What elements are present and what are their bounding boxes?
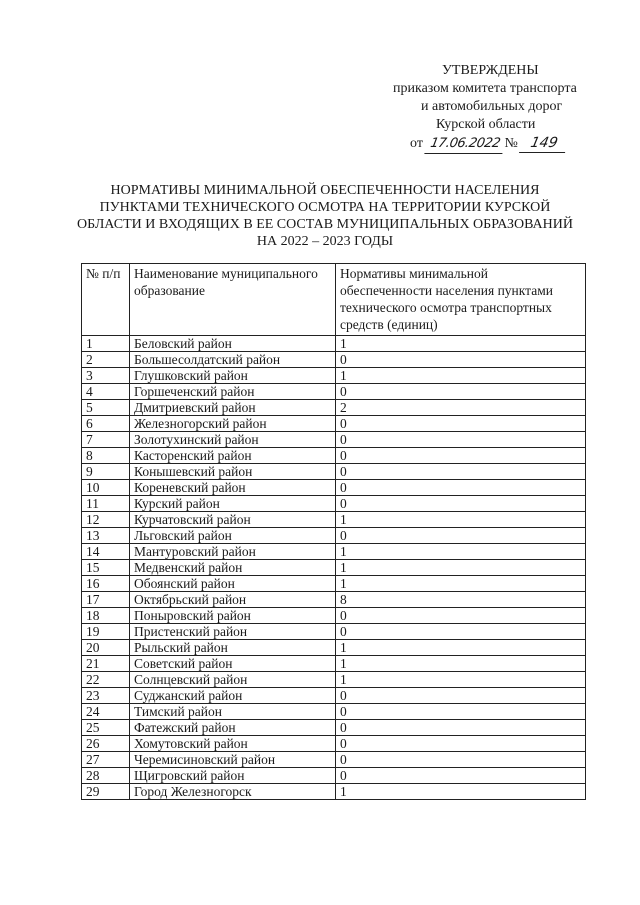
table-row [82, 416, 586, 432]
norm-value: 0 [336, 464, 586, 480]
norm-value: 0 [336, 688, 586, 704]
municipality-name: Хомутовский район [130, 736, 336, 752]
row-number: 4 [82, 384, 130, 400]
handwritten-order-number: 149 [519, 134, 569, 153]
table-row [82, 464, 586, 480]
row-number: 29 [82, 784, 130, 800]
norm-value: 1 [336, 784, 586, 800]
table-header-row [82, 264, 586, 336]
row-number: 19 [82, 624, 130, 640]
row-number: 14 [82, 544, 130, 560]
municipality-name: Горшеченский район [130, 384, 336, 400]
table-row [82, 640, 586, 656]
norm-value: 1 [336, 512, 586, 528]
table-row [82, 592, 586, 608]
row-number: 27 [82, 752, 130, 768]
row-number: 25 [82, 720, 130, 736]
municipality-name: Мантуровский район [130, 544, 336, 560]
table-row [82, 768, 586, 784]
municipality-name: Курчатовский район [130, 512, 336, 528]
handwritten-date: 17.06.2022 [425, 135, 506, 154]
norm-value: 2 [336, 400, 586, 416]
norm-value: 0 [336, 384, 586, 400]
norm-value: 0 [336, 704, 586, 720]
table-row [82, 544, 586, 560]
title-line: НОРМАТИВЫ МИНИМАЛЬНОЙ ОБЕСПЕЧЕННОСТИ НАСЕЛЕНИЯ [110, 183, 540, 198]
header-num: № п/п [82, 264, 130, 336]
table-row [82, 368, 586, 384]
municipality-name: Беловский район [130, 336, 336, 352]
municipality-name: Суджанский район [130, 688, 336, 704]
row-number: 11 [82, 496, 130, 512]
table-row [82, 384, 586, 400]
row-number: 7 [82, 432, 130, 448]
table-row [82, 528, 586, 544]
municipality-name: Медвенский район [130, 560, 336, 576]
municipality-name: Льговский район [130, 528, 336, 544]
row-number: 15 [82, 560, 130, 576]
row-number: 9 [82, 464, 130, 480]
row-number: 13 [82, 528, 130, 544]
table-row [82, 736, 586, 752]
municipality-name: Обоянский район [130, 576, 336, 592]
municipality-name: Щигровский район [130, 768, 336, 784]
number-sign: № [504, 136, 518, 151]
municipality-name: Черемисиновский район [130, 752, 336, 768]
document-title [60, 182, 590, 250]
norm-value: 1 [336, 336, 586, 352]
table-row [82, 400, 586, 416]
norm-value: 0 [336, 496, 586, 512]
table-row [82, 576, 586, 592]
title-line: ПУНКТАМИ ТЕХНИЧЕСКОГО ОСМОТРА НА ТЕРРИТОРИИ КУРСКОЙ [99, 200, 551, 215]
norm-value: 0 [336, 768, 586, 784]
norms-table [81, 263, 586, 800]
norm-value: 1 [336, 640, 586, 656]
municipality-name: Касторенский район [130, 448, 336, 464]
table-row [82, 560, 586, 576]
table-row [82, 656, 586, 672]
norm-value: 0 [336, 752, 586, 768]
table-row [82, 688, 586, 704]
municipality-name: Фатежский район [130, 720, 336, 736]
table-row [82, 752, 586, 768]
norm-value: 0 [336, 528, 586, 544]
norm-value: 0 [336, 736, 586, 752]
norm-value: 0 [336, 448, 586, 464]
municipality-name: Кореневский район [130, 480, 336, 496]
municipality-name: Рыльский район [130, 640, 336, 656]
header-name: Наименование муниципального образование [130, 264, 336, 336]
table-row [82, 784, 586, 800]
norm-value: 1 [336, 560, 586, 576]
municipality-name: Солнцевский район [130, 672, 336, 688]
row-number: 8 [82, 448, 130, 464]
municipality-name: Октябрьский район [130, 592, 336, 608]
municipality-name: Тимский район [130, 704, 336, 720]
table-row [82, 336, 586, 352]
norm-value: 1 [336, 672, 586, 688]
table-row [82, 480, 586, 496]
norm-value: 1 [336, 656, 586, 672]
table-row [82, 704, 586, 720]
approval-committee-line: и автомобильных дорог [421, 99, 563, 114]
table-row [82, 432, 586, 448]
approval-order-line: приказом комитета транспорта [393, 81, 577, 96]
norm-value: 1 [336, 544, 586, 560]
norm-value: 8 [336, 592, 586, 608]
table-row [82, 352, 586, 368]
row-number: 24 [82, 704, 130, 720]
municipality-name: Конышевский район [130, 464, 336, 480]
header-norm: Нормативы минимальной обеспеченности населения пунктами технического осмотра транспортных средств (единиц) [336, 264, 586, 336]
norm-value: 0 [336, 624, 586, 640]
table-row [82, 448, 586, 464]
table-row [82, 512, 586, 528]
row-number: 1 [82, 336, 130, 352]
row-number: 2 [82, 352, 130, 368]
row-number: 21 [82, 656, 130, 672]
row-number: 12 [82, 512, 130, 528]
municipality-name: Советский район [130, 656, 336, 672]
municipality-name: Город Железногорск [130, 784, 336, 800]
norm-value: 0 [336, 608, 586, 624]
table-row [82, 672, 586, 688]
row-number: 28 [82, 768, 130, 784]
norm-value: 0 [336, 720, 586, 736]
table-row [82, 720, 586, 736]
table-row [82, 624, 586, 640]
title-line: НА 2022 – 2023 ГОДЫ [256, 234, 394, 249]
table-row [82, 608, 586, 624]
row-number: 6 [82, 416, 130, 432]
norm-value: 0 [336, 416, 586, 432]
from-prefix: от [410, 136, 423, 151]
row-number: 22 [82, 672, 130, 688]
row-number: 5 [82, 400, 130, 416]
norm-value: 0 [336, 432, 586, 448]
municipality-name: Дмитриевский район [130, 400, 336, 416]
approval-block [380, 62, 590, 154]
row-number: 16 [82, 576, 130, 592]
municipality-name: Поныровский район [130, 608, 336, 624]
municipality-name: Курский район [130, 496, 336, 512]
row-number: 18 [82, 608, 130, 624]
municipality-name: Глушковский район [130, 368, 336, 384]
approval-heading: УТВЕРЖДЕНЫ [442, 63, 539, 78]
row-number: 20 [82, 640, 130, 656]
norm-value: 1 [336, 368, 586, 384]
municipality-name: Золотухинский район [130, 432, 336, 448]
row-number: 10 [82, 480, 130, 496]
approval-region-line: Курской области [436, 117, 536, 132]
municipality-name: Железногорский район [130, 416, 336, 432]
row-number: 3 [82, 368, 130, 384]
norm-value: 0 [336, 352, 586, 368]
municipality-name: Большесолдатский район [130, 352, 336, 368]
approval-date-number-line [380, 134, 590, 154]
row-number: 17 [82, 592, 130, 608]
row-number: 26 [82, 736, 130, 752]
norm-value: 0 [336, 480, 586, 496]
municipality-name: Пристенский район [130, 624, 336, 640]
table-row [82, 496, 586, 512]
norm-value: 1 [336, 576, 586, 592]
title-line: ОБЛАСТИ И ВХОДЯЩИХ В ЕЕ СОСТАВ МУНИЦИПАЛЬНЫХ ОБРАЗОВАНИЙ [77, 217, 573, 232]
row-number: 23 [82, 688, 130, 704]
